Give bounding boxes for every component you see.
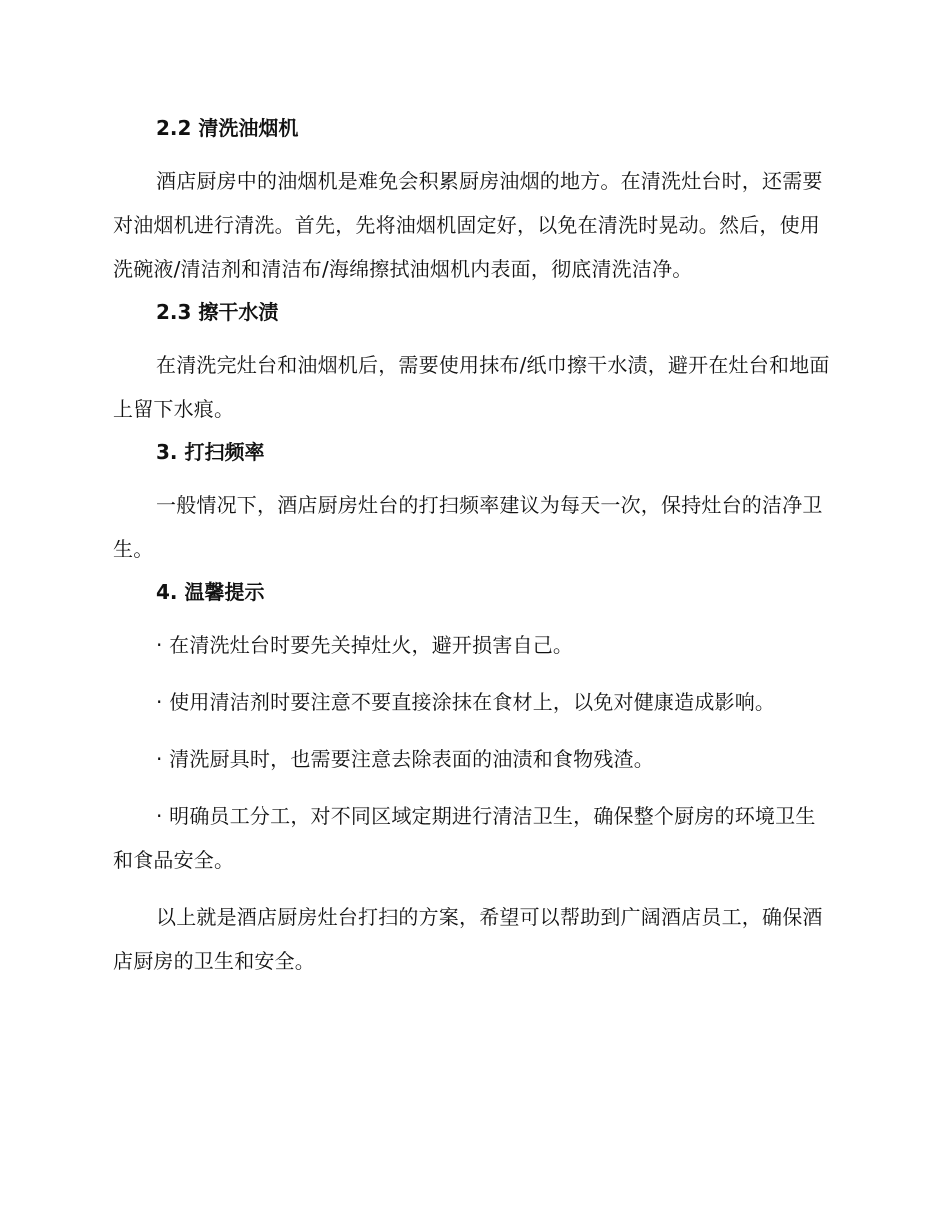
- tip-item: · 在清洗灶台时要先关掉灶火，避开损害自己。: [156, 633, 574, 657]
- section-heading-4: 4. 温馨提示: [156, 580, 265, 604]
- section-heading-2-2: 2.2 清洗油烟机: [156, 116, 299, 140]
- section-heading-3: 3. 打扫频率: [156, 440, 265, 464]
- section-body-3: 一般情况下，酒店厨房灶台的打扫频率建议为每天一次，保持灶台的洁净卫生。: [113, 493, 823, 561]
- closing-paragraph: 以上就是酒店厨房灶台打扫的方案，希望可以帮助到广阔酒店员工，确保酒店厨房的卫生和安全。: [113, 905, 823, 973]
- section-heading-2-3: 2.3 擦干水渍: [156, 300, 279, 324]
- tip-item: · 使用清洁剂时要注意不要直接涂抹在食材上，以免对健康造成影响。: [156, 690, 776, 714]
- section-body-2-2: 酒店厨房中的油烟机是难免会积累厨房油烟的地方。在清洗灶台时，还需要对油烟机进行清洗。首先，先将油烟机固定好，以免在清洗时晃动。然后，使用洗碗液/清洁剂和清洁布/海绵擦拭油烟机内表面，彻底清洗洁净。: [113, 169, 823, 281]
- document-page: [113, 112, 833, 988]
- tip-item: · 清洗厨具时，也需要注意去除表面的油渍和食物残渣。: [156, 747, 654, 771]
- section-body-2-3: 在清洗完灶台和油烟机后，需要使用抹布/纸巾擦干水渍，避开在灶台和地面上留下水痕。: [113, 353, 830, 421]
- tip-item: · 明确员工分工，对不同区域定期进行清洁卫生，确保整个厨房的环境卫生和食品安全。: [113, 804, 816, 872]
